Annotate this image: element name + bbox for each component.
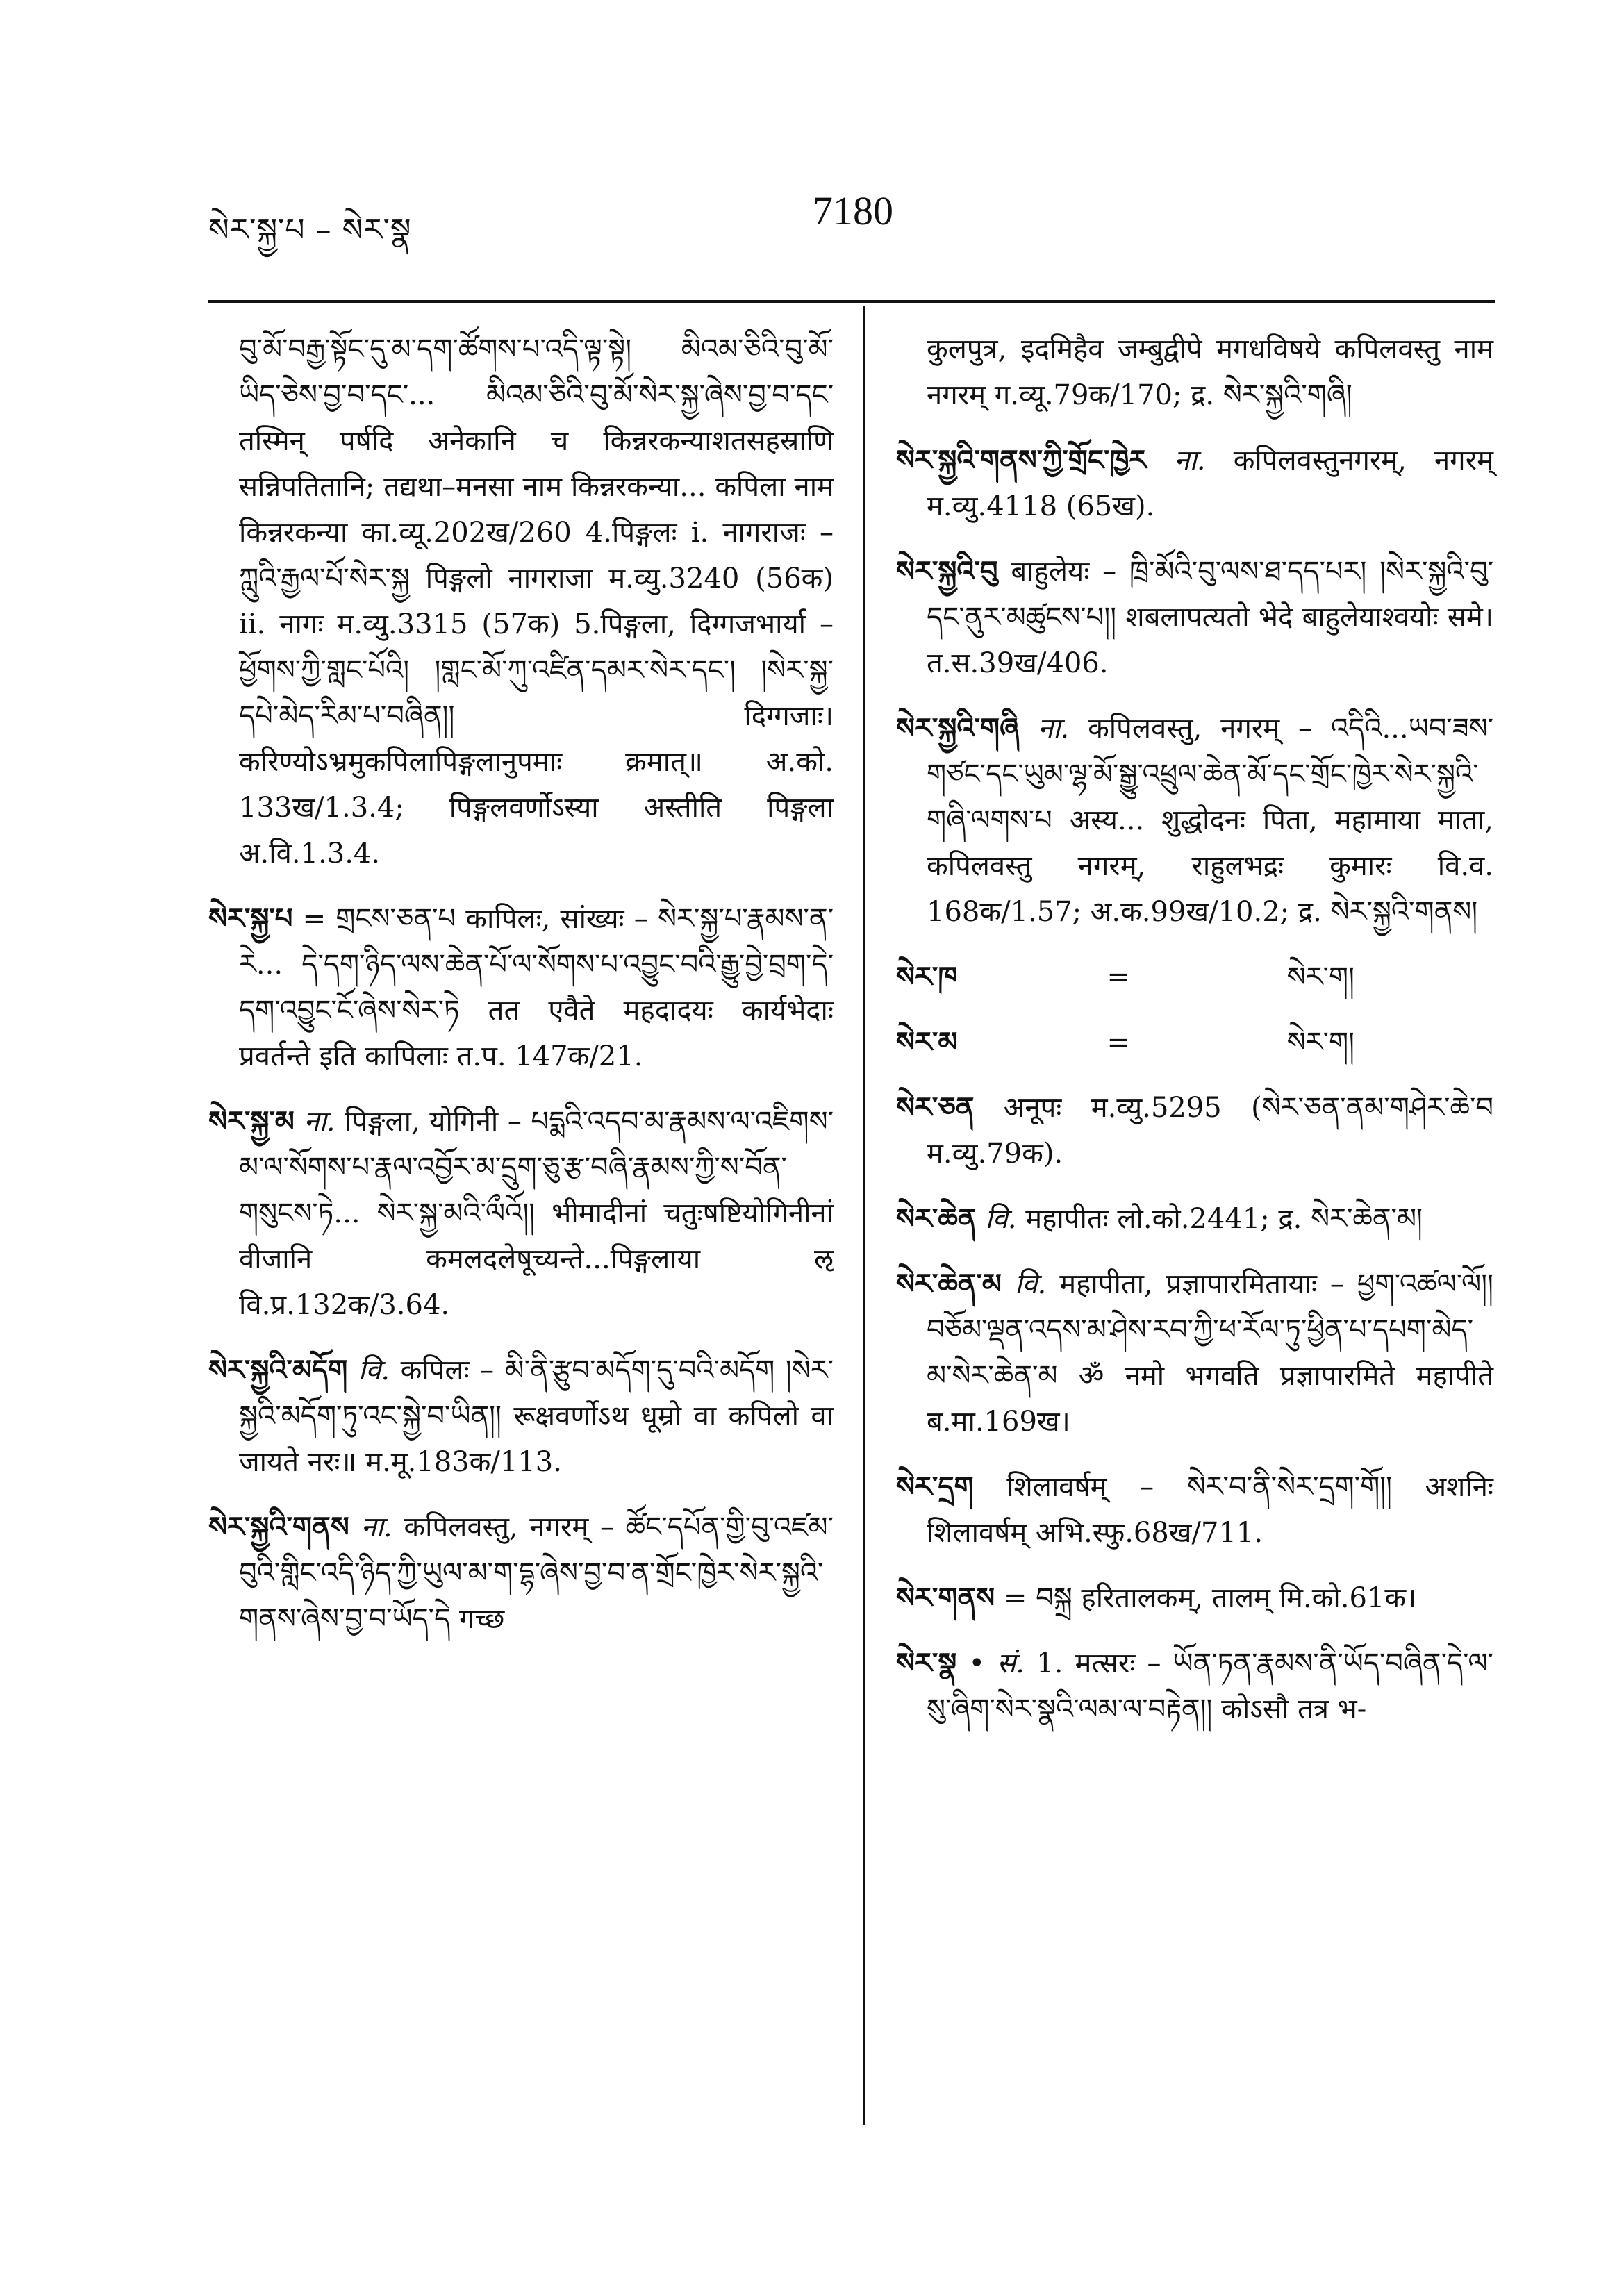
entry-text: अनूपः म.व्यु.5295 (སེར་ཅན་ནམ་གཤེར་ཆེ་བ म.व्यु.79क). bbox=[927, 1092, 1493, 1170]
dictionary-entry: སེར་ཁ = སེར་ག། bbox=[896, 954, 1493, 1000]
entry-headword: སེར་གནས bbox=[896, 1582, 995, 1614]
entry-text: बाहुलेयः – ཁྲི་མོའི་བུ་ལས་ཐ་དད་པར། །སེར་སྐྱའི་བུ་དང་ནུར་མཚུངས་པ།། शबलापत्यतो भेदे बाहुलेयाश्वयोः समे। त.स.39ख/406. bbox=[927, 556, 1493, 679]
dictionary-entry bbox=[208, 1347, 834, 1485]
entry-text: སེར་ག། bbox=[1286, 961, 1354, 993]
grammar-label: वि. bbox=[347, 1354, 390, 1386]
dictionary-entry bbox=[896, 1575, 1493, 1621]
entry-headword: སེར་ཁ bbox=[896, 961, 958, 993]
grammar-label: ना. bbox=[349, 1511, 392, 1543]
entry-headword: སེར་སྐྱའི་མདོག bbox=[208, 1354, 348, 1386]
grammar-label: • सं. bbox=[956, 1647, 1025, 1679]
entry-text: སེར་ག། bbox=[1286, 1027, 1354, 1059]
entry-text: शिलावर्षम् – སེར་བ་ནི་སེར་དྲག་གོ།། अशनिः शिलावर्षम् अभि.स्फु.68ख/711. bbox=[927, 1471, 1493, 1549]
entry-text: 1. मत्सरः – ཡོན་ཏན་རྣམས་ནི་ཡོད་བཞིན་དེ་ལ་སུ་ཞིག་སེར་སྣའི་ལམ་ལ་བརྟེན།། कोऽसौ तत्र भ- bbox=[927, 1647, 1493, 1725]
running-header: སེར་སྐྱ་པ – སེར་སྣ bbox=[208, 213, 412, 248]
entry-text: कपिलवस्तु, नगरम् – འདིའི...ཡབ་ཟས་གཙང་དང་ཡུམ་ལྷ་མོ་སྒྱུ་འཕྲུལ་ཆེན་མོ་དང་གྲོང་ཁྱེར་སེར་སྐྱའི་གཞི་ལགས་པ अस्य... शुद्धोदनः पिता, महामाया माता, कपिलवस्तु नगरम्, राहुलभद्रः कुमारः वि.व. 168क/1.57; अ.क.99ख/10.2; द्र. སེར་སྐྱའི་གནས། bbox=[927, 713, 1493, 928]
dictionary-entry bbox=[208, 896, 834, 1079]
dictionary-entry: སེར་མ = སེར་ག། bbox=[896, 1020, 1493, 1065]
entry-headword: སེར་ཅན bbox=[896, 1091, 975, 1124]
header-rule bbox=[208, 300, 1495, 303]
grammar-label: वि. bbox=[1001, 1268, 1047, 1300]
entry-headword: སེར་མ bbox=[896, 1026, 958, 1059]
dictionary-entry bbox=[896, 1464, 1493, 1556]
dictionary-entry bbox=[896, 1085, 1493, 1177]
grammar-label: ना. bbox=[294, 1106, 335, 1138]
entry-headword: སེར་སྐྱའི་བུ bbox=[896, 555, 998, 588]
entry-text: བུ་མོ་བརྒྱ་སྟོང་དུ་མ་དག་ཚོགས་པ་འདི་ལྟ་སྟེ། མིའམ་ཅིའི་བུ་མོ་ཡིད་ཅེས་བྱ་བ་དང་... མིའམ་ཅིའི་བུ་མོ་སེར་སྐྱ་ཞེས་བྱ་བ་དང་ तस्मिन् पर्षदि अनेकानि च किन्नरकन्याशतसहस्राणि सन्निपतितानि; तद्यथा–मनसा नाम किन्नरकन्या... कपिला नाम किन्नरकन्या का.व्यू.202ख/260 4.पिङ्गलः i. नागराजः – ཀླུའི་རྒྱལ་པོ་སེར་སྐྱ पिङ्गलो नागराजा म.व्यु.3240 (56क) ii. नागः म.व्यु.3315 (57क) 5.पिङ्गला, दिग्गजभार्या – ཕྱོགས་ཀྱི་གླང་པོའི། །གླང་མོ་ཀུ་འཛིན་དམར་སེར་དང་། །སེར་སྐྱ་དཔེ་མེད་རིམ་པ་བཞིན།། दिग्गजाः। करिण्योऽभ्रमुकपिलापिङ्गलानुपमाः क्रमात्॥ अ.को. 133ख/1.3.4; पिङ्गलवर्णोऽस्या अस्तीति पिङ्गला अ.वि.1.3.4. bbox=[239, 333, 834, 870]
dictionary-entry bbox=[208, 1504, 834, 1642]
entry-headword: སེར་སྐྱའི་གནས་ཀྱི་གྲོང་ཁྱེར bbox=[896, 444, 1147, 476]
entry-headword: སེར་སྣ bbox=[896, 1647, 957, 1679]
dictionary-entry bbox=[896, 1196, 1493, 1242]
entry-text: कुलपुत्र, इदमिहैव जम्बुद्वीपे मगधविषये कपिलवस्तु नाम नगरम् ग.व्यू.79क/170; द्र. སེར་སྐྱའི་གཞི། bbox=[927, 333, 1493, 411]
entry-text: = གྲངས་ཅན་པ कापिलः, सांख्यः – སེར་སྐྱ་པ་རྣམས་ན་རེ... དེ་དག་ཉིད་ལས་ཆེན་པོ་ལ་སོགས་པ་འབྱུང་བའི་རྒྱུ་བྱེ་བྲག་དེ་དག་འབྱུང་ངོ་ཞེས་སེར་ཏེ तत एवैते महदादयः कार्यभेदाः प्रवर्तन्ते इति कापिलाः त.प. 147क/21. bbox=[239, 903, 834, 1072]
dictionary-entry bbox=[208, 326, 834, 877]
dictionary-entry bbox=[896, 326, 1493, 418]
column-divider bbox=[863, 306, 865, 2125]
page-number: 7180 bbox=[813, 188, 893, 233]
entry-text: महापीतः लो.को.2441; द्र. སེར་ཆེན་མ། bbox=[1016, 1203, 1423, 1235]
grammar-label: वि. bbox=[976, 1203, 1017, 1235]
dictionary-entry bbox=[896, 706, 1493, 935]
entry-text: कपिलः – མི་ནི་རྩུབ་མདོག་དུ་བའི་མདོག །སེར་སྐྱའི་མདོག་ཏུ་འང་སྐྱེ་བ་ཡིན།། रूक्षवर्णोऽथ धूम्रो वा कपिलो वा जायते नरः॥ म.मू.183क/113. bbox=[239, 1354, 834, 1478]
right-column bbox=[896, 326, 1493, 1752]
entry-headword: སེར་དྲག bbox=[896, 1470, 974, 1503]
entry-headword: སེར་སྐྱའི་གཞི bbox=[896, 712, 1020, 745]
dictionary-entry bbox=[896, 549, 1493, 686]
entry-text: कपिलवस्तुनगरम्, नगरम् म.व्यु.4118 (65ख). bbox=[927, 445, 1493, 522]
entry-text: = བསྐྲ हरितालकम्, तालम् मि.को.61क। bbox=[995, 1582, 1417, 1614]
grammar-label: ना. bbox=[1019, 713, 1070, 745]
dictionary-entry bbox=[896, 1261, 1493, 1445]
entry-headword: སེར་སྐྱ་མ bbox=[208, 1105, 295, 1138]
left-column bbox=[208, 326, 834, 1661]
entry-headword: སེར་སྐྱའི་གནས bbox=[208, 1511, 349, 1543]
entry-text: कपिलवस्तु, नगरम् – ཚོང་དཔོན་གྱི་བུ་འཛམ་བུའི་གླིང་འདི་ཉིད་ཀྱི་ཡུལ་མ་ག་དྷ་ཞེས་བྱ་བ་ན་གྲོང་ཁྱེར་སེར་སྐྱའི་གནས་ཞེས་བྱ་བ་ཡོད་དེ गच्छ bbox=[239, 1511, 834, 1635]
grammar-label: ना. bbox=[1146, 445, 1206, 476]
dictionary-entry bbox=[896, 1641, 1493, 1732]
dictionary-entry bbox=[896, 438, 1493, 529]
entry-headword: སེར་ཆེན bbox=[896, 1202, 977, 1235]
entry-headword: སེར་སྐྱ་པ bbox=[208, 902, 293, 935]
dictionary-entry bbox=[208, 1099, 834, 1328]
entry-text: महापीता, प्रज्ञापारमितायाः – ཕྱག་འཚལ་ལོ།། བཅོམ་ལྡན་འདས་མ་ཤེས་རབ་ཀྱི་ཕ་རོལ་ཏུ་ཕྱིན་པ་དཔག་མེད་མ་སེར་ཆེན་མ ॐ नमो भगवति प्रज्ञापारमिते महापीते ब.मा.169ख। bbox=[927, 1268, 1494, 1438]
entry-headword: སེར་ཆེན་མ bbox=[896, 1268, 1002, 1300]
entry-text: पिङ्गला, योगिनी – པདྨའི་འདབ་མ་རྣམས་ལ་འཇིགས་མ་ལ་སོགས་པ་རྣལ་འབྱོར་མ་དྲུག་ཅུ་རྩ་བཞི་རྣམས་ཀྱི་ས་བོན་གསུངས་ཏེ... སེར་སྐྱ་མའི་ལྀའོ།། भीमादीनां चतुःषष्टियोगिनीनां वीजानि कमलदलेषूच्यन्ते...पिङ्गलाया ऌ वि.प्र.132क/3.64. bbox=[239, 1106, 834, 1321]
